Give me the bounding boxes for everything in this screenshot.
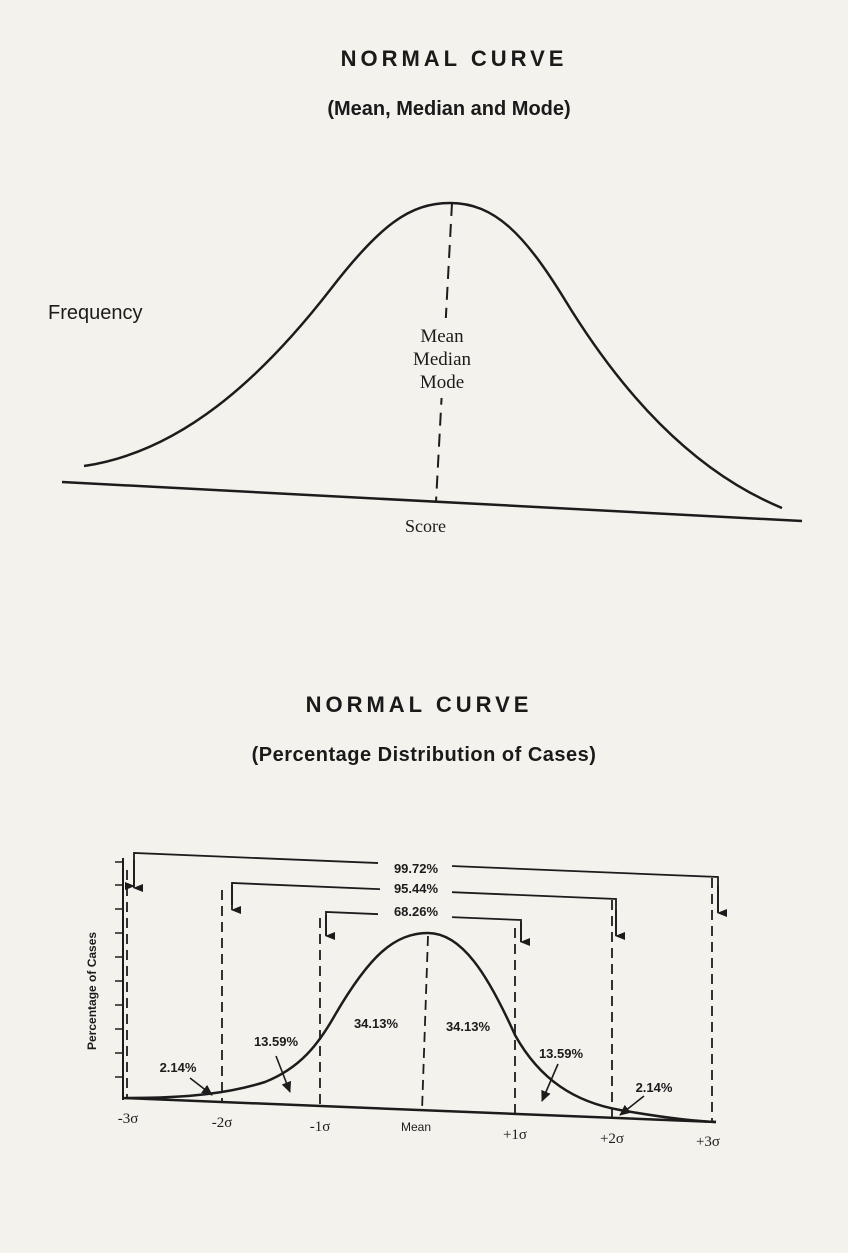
top-label-mode: Mode — [419, 372, 465, 393]
bottom-y-ticks — [115, 862, 123, 1077]
tick-label-plus1: +1σ — [502, 1127, 528, 1143]
bottom-chart-subtitle: (Percentage Distribution of Cases) — [251, 744, 597, 766]
area-label-right-13: 13.59% — [538, 1046, 584, 1061]
tick-label-minus3: -3σ — [117, 1111, 139, 1127]
bottom-bell-curve — [127, 933, 716, 1122]
top-label-median: Median — [412, 349, 472, 370]
top-ylabel: Frequency — [48, 302, 143, 324]
area-label-left-34: 34.13% — [353, 1016, 399, 1031]
tick-label-plus3: +3σ — [695, 1134, 721, 1150]
area-label-right-tail: 2.14% — [635, 1080, 673, 1095]
area-label-left-tail: 2.14% — [159, 1060, 197, 1075]
tick-label-plus2: +2σ — [599, 1131, 625, 1147]
tick-label-minus2: -2σ — [211, 1115, 233, 1131]
top-label-mean: Mean — [420, 326, 464, 347]
bottom-chart-title: NORMAL CURVE — [305, 692, 533, 717]
area-label-right-34: 34.13% — [445, 1019, 491, 1034]
bracket-label-99: 99.72% — [393, 861, 439, 876]
tick-label-mean: Mean — [400, 1120, 432, 1134]
top-chart-title: NORMAL CURVE — [340, 46, 568, 71]
top-xlabel: Score — [405, 516, 446, 536]
area-pointer-arrows — [190, 1056, 644, 1115]
bracket-label-68: 68.26% — [393, 904, 439, 919]
tick-label-minus1: -1σ — [309, 1119, 331, 1135]
bracket-label-95: 95.44% — [393, 881, 439, 896]
area-label-left-13: 13.59% — [253, 1034, 299, 1049]
bottom-ylabel: Percentage of Cases — [85, 931, 99, 1050]
top-chart-subtitle: (Mean, Median and Mode) — [327, 98, 571, 120]
